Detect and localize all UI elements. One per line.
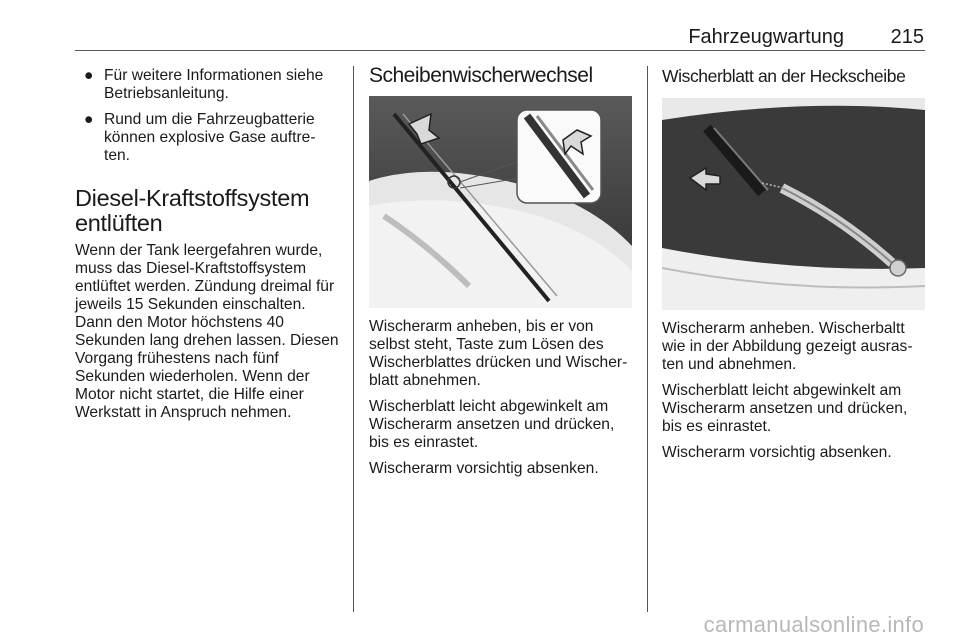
bullet-icon: ● <box>84 111 94 128</box>
wiper-step-3: Wischerarm vorsichtig absenken. <box>369 460 599 477</box>
page-header <box>0 0 960 50</box>
section-heading-diesel: Diesel-Kraftstoffsystem entlüften <box>75 185 310 236</box>
watermark: carmanualsonline.info <box>703 612 924 637</box>
section-title: Fahrzeugwartung <box>688 26 844 48</box>
diesel-paragraph: Wenn der Tank leergefahren wurde, muss das Diesel-Kraftstoffsystem entlüftet werden. Zündung dreimal für jeweils 15 Sekunden einschalten. Dann den Motor höchstens 40 Sekunden lang drehen lassen. Diesen Vorgang frühestens nach fünf Sekunden wiederholen. Wenn der Motor nicht startet, die Hilfe einer Werkstatt in Anspruch nehmen. <box>75 242 339 421</box>
rear-wiper-illustration <box>662 98 925 310</box>
header-divider <box>75 50 925 51</box>
wiper-step-1: Wischerarm anheben, bis er von selbst steht, Taste zum Lösen des Wischerblattes drücken und Wischer‑ blatt abnehmen. <box>369 318 628 389</box>
bullet-text: Rund um die Fahrzeugbatterie können explosive Gase auftre‑ ten. <box>104 111 316 164</box>
column-divider-2 <box>647 66 648 612</box>
rear-wiper-step-1: Wischerarm anheben. Wischerbaltt wie in der Abbildung gezeigt ausras‑ ten und abnehmen. <box>662 320 913 373</box>
column-right <box>662 67 925 470</box>
front-wiper-illustration <box>369 96 632 308</box>
bullet-icon: ● <box>84 67 94 84</box>
list-item <box>75 67 345 103</box>
wiper-step-2: Wischerblatt leicht abgewinkelt am Wischerarm ansetzen und drücken, bis es einrastet. <box>369 398 615 451</box>
rear-wiper-step-3: Wischerarm vorsichtig absenken. <box>662 444 892 461</box>
section-heading-wiper: Scheibenwischerwechsel <box>369 64 593 87</box>
column-left <box>75 67 345 430</box>
bullet-text: Für weitere Informationen siehe Betriebsanleitung. <box>104 67 324 102</box>
section-heading-rear-wiper: Wischerblatt an der Heckscheibe <box>662 66 906 86</box>
column-middle <box>369 64 632 486</box>
column-divider-1 <box>353 66 354 612</box>
bullet-list <box>75 67 345 165</box>
list-item <box>75 111 345 165</box>
rear-wiper-step-2: Wischerblatt leicht abgewinkelt am Wischerarm ansetzen und drücken, bis es einrastet. <box>662 382 908 435</box>
page-number: 215 <box>890 26 924 48</box>
